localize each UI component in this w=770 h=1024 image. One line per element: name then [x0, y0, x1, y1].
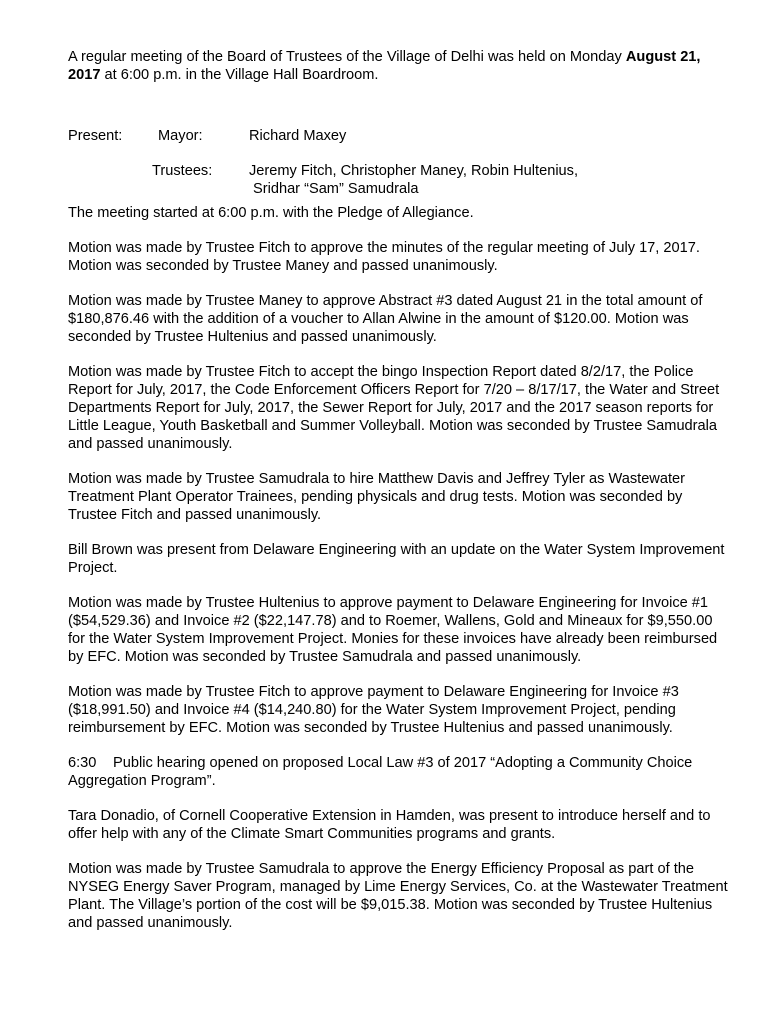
paragraph-engineering-update: Bill Brown was present from Delaware Engineering with an update on the Water System Improvement Project. [68, 542, 725, 576]
paragraph-minutes-motion: Motion was made by Trustee Fitch to approve the minutes of the regular meeting of July 17, 2017. Motion was seconded by Trustee Maney and passed unanimously. [68, 240, 700, 274]
present-label: Present: [68, 128, 123, 144]
paragraph-invoice-motion-1: Motion was made by Trustee Hultenius to approve payment to Delaware Engineering for Invoice #1 ($54,529.36) and Invoice #2 ($22,147.78) and to Roemer, Wallens, Gold and Mineaux for $9,550.00 for the Water System Improvement Project. Monies for these invoices have already been reimbursed by EFC. Motion was seconded by Trustee Samudrala and passed unanimously. [68, 595, 718, 665]
intro-paragraph: A regular meeting of the Board of Trustees of the Village of Delhi was held on Monday August 21, 2017 at 6:00 p.m. in the Village Hall Boardroom. [68, 49, 701, 83]
trustees-names-line2: Sridhar “Sam” Samudrala [253, 181, 419, 197]
paragraph-invoice-motion-2: Motion was made by Trustee Fitch to approve payment to Delaware Engineering for Invoice #3 ($18,991.50) and Invoice #4 ($14,240.80) for the Water System Improvement Project, pending reimbursement by EFC. Motion was seconded by Trustee Hultenius and passed unanimously. [68, 684, 679, 736]
paragraph-pledge: The meeting started at 6:00 p.m. with the Pledge of Allegiance. [68, 205, 474, 221]
paragraph-energy-motion: Motion was made by Trustee Samudrala to approve the Energy Efficiency Proposal as part of the NYSEG Energy Saver Program, managed by Lime Energy Services, Co. at the Wastewater Treatment Plant. The Village’s portion of the cost will be $9,015.38. Motion was seconded by Trustee Hultenius and passed unanimously. [68, 861, 728, 931]
mayor-name: Richard Maxey [249, 128, 347, 144]
mayor-label: Mayor: [158, 128, 203, 144]
paragraph-cooperative-extension: Tara Donadio, of Cornell Cooperative Extension in Hamden, was present to introduce herself and to offer help with any of the Climate Smart Communities programs and grants. [68, 808, 711, 842]
trustees-names-line1: Jeremy Fitch, Christopher Maney, Robin Hultenius, [249, 163, 579, 179]
minutes-page [68, 48, 728, 949]
paragraph-reports-motion: Motion was made by Trustee Fitch to accept the bingo Inspection Report dated 8/2/17, the Police Report for July, 2017, the Code Enforcement Officers Report for 7/20 – 8/17/17, the Water and Street Departments Report for July, 2017, the Sewer Report for July, 2017 and the 2017 season reports for Little League, Youth Basketball and Summer Volleyball. Motion was seconded by Trustee Samudrala and passed unanimously. [68, 364, 720, 452]
paragraph-public-hearing [68, 754, 728, 790]
hearing-time: 6:30 [68, 755, 97, 771]
attendance-block [68, 127, 728, 204]
meeting-date: August 21, 2017 [68, 49, 701, 83]
paragraph-hire-motion: Motion was made by Trustee Samudrala to hire Matthew Davis and Jeffrey Tyler as Wastewater Treatment Plant Operator Trainees, pending physicals and drug tests. Motion was seconded by Trustee Fitch and passed unanimously. [68, 471, 685, 523]
trustees-label: Trustees: [152, 163, 213, 179]
paragraph-abstract-motion: Motion was made by Trustee Maney to approve Abstract #3 dated August 21 in the total amount of $180,876.46 with the addition of a voucher to Allan Alwine in the amount of $120.00. Motion was seconded by Trustee Hultenius and passed unanimously. [68, 293, 703, 345]
hearing-text: Public hearing opened on proposed Local Law #3 of 2017 “Adopting a Community Choice Aggregation Program”. [68, 755, 693, 789]
